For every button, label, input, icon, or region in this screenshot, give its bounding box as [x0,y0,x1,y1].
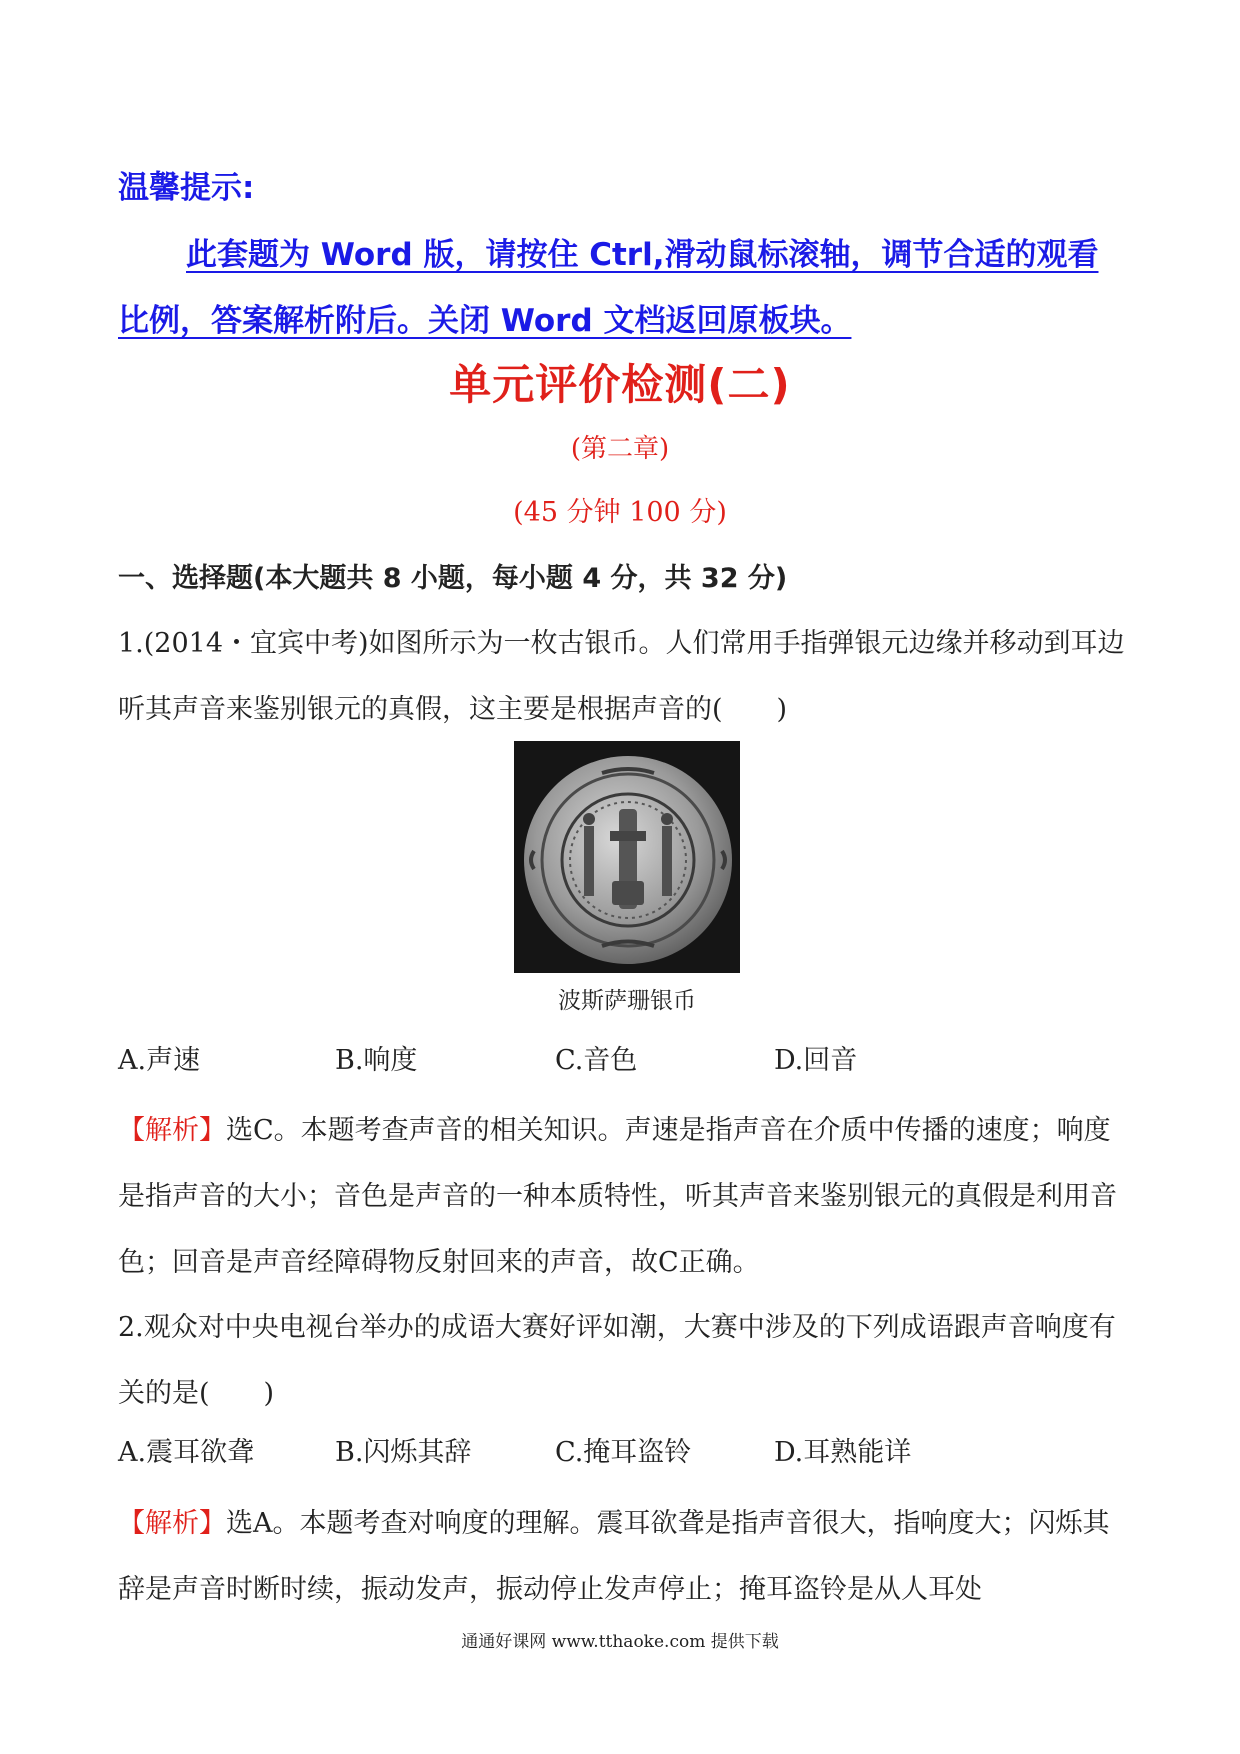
option-a: A.震耳欲聋 [118,1437,255,1468]
question-2-stem: 2.观众对中央电视台举办的成语大赛好评如潮，大赛中涉及的下列成语跟声音响度有关的是( ) [118,1312,1116,1409]
analysis-label: 【解析】 [118,1115,226,1146]
time-score-info: (45 分钟 100 分) [513,497,727,528]
silver-coin-icon [514,741,740,973]
section-heading: 一、选择题(本大题共 8 小题，每小题 4 分，共 32 分) [118,563,788,594]
option-c: C.掩耳盗铃 [555,1437,692,1468]
analysis-text: 选C。本题考查声音的相关知识。声速是指声音在介质中传播的速度；响度是指声音的大小；音色是声音的一种本质特性，听其声音来鉴别银元的真假是利用音色；回音是声音经障碍物反射回来的声音，故C正确。 [118,1115,1117,1278]
question-2-options [118,1430,1128,1470]
option-d: D.耳熟能详 [774,1437,912,1468]
analysis-label: 【解析】 [118,1508,226,1539]
analysis-text: 选A。本题考查对响度的理解。震耳欲聋是指声音很大，指响度大；闪烁其辞是声音时断时续，振动发声，振动停止发声停止；掩耳盗铃是从人耳处 [118,1508,1110,1605]
question-1-options [118,1038,1128,1078]
question-1-analysis [118,1098,1128,1296]
page-footer: 通通好课网 www.tthaoke.com 提供下载 [461,1632,779,1652]
coin-caption: 波斯萨珊银币 [558,988,696,1014]
page-title: 单元评价检测(二) [449,360,791,409]
chapter-subtitle: (第二章) [570,434,670,464]
option-d: D.回音 [774,1045,858,1076]
question-1-stem: 1.(2014・宜宾中考)如图所示为一枚古银币。人们常用手指弹银元边缘并移动到耳边听其声音来鉴别银元的真假，这主要是根据声音的( ) [118,628,1125,725]
option-b: B.闪烁其辞 [335,1437,472,1468]
question-2-analysis [118,1491,1128,1623]
option-b: B.响度 [335,1045,418,1076]
tip-body: 此套题为 Word 版，请按住 Ctrl,滑动鼠标滚轴，调节合适的观看比例，答案解析附后。关闭 Word 文档返回原板块。 [118,237,1099,339]
coin-image [514,741,740,973]
option-a: A.声速 [118,1045,201,1076]
option-c: C.音色 [555,1045,638,1076]
tip-title: 温馨提示: [118,170,255,206]
